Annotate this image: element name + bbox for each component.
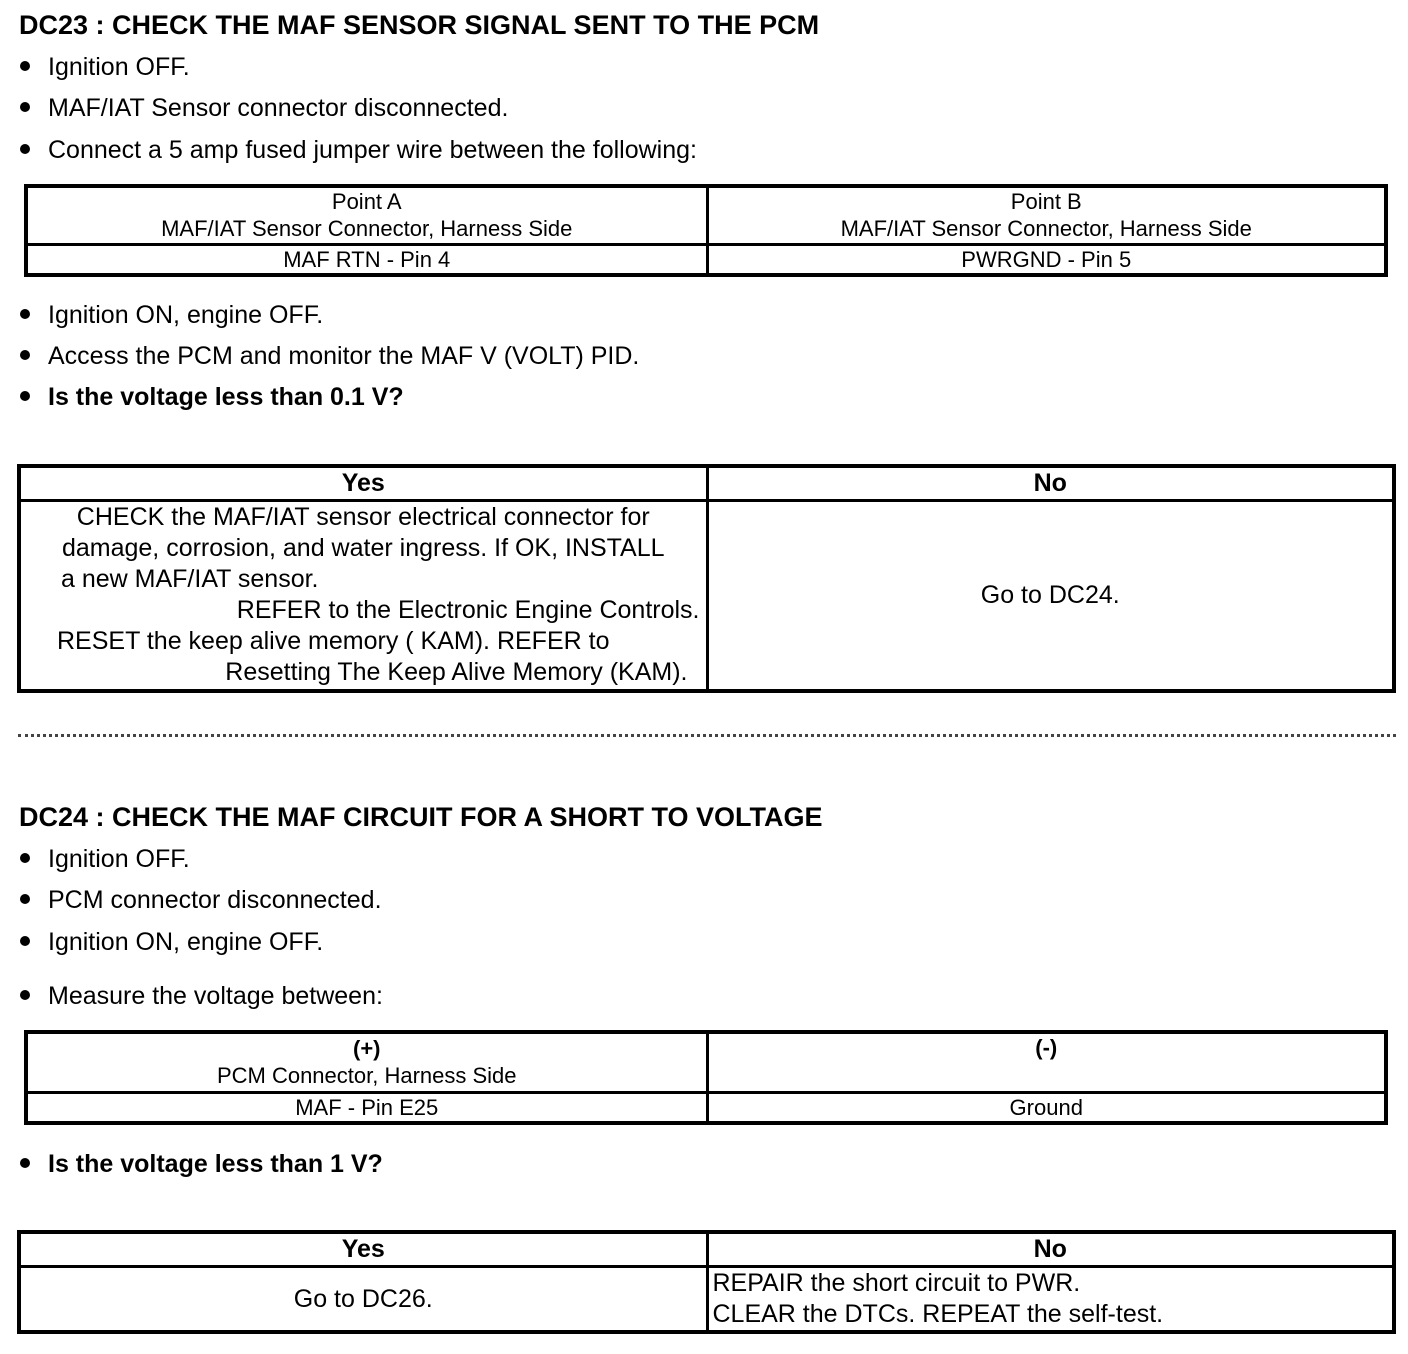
dc24-positive-header: (+) PCM Connector, Harness Side (26, 1032, 707, 1092)
dc23-step-5: Access the PCM and monitor the MAF V (VOLT) PID. (20, 341, 639, 371)
dc24-step-2: PCM connector disconnected. (20, 885, 382, 915)
dc23-question: Is the voltage less than 0.1 V? (20, 382, 404, 412)
dc23-point-b-header: Point B MAF/IAT Sensor Connector, Harness Side (707, 186, 1386, 244)
dc23-point-b-value: PWRGND - Pin 5 (707, 244, 1386, 275)
dc23-title: DC23 : CHECK THE MAF SENSOR SIGNAL SENT TO THE PCM (19, 10, 820, 40)
bullet-icon (20, 990, 30, 1000)
bullet-icon (20, 391, 30, 401)
dc23-yes-header: Yes (19, 466, 707, 501)
dc24-no-header: No (707, 1232, 1394, 1267)
dc24-yes-header: Yes (19, 1232, 707, 1267)
dc24-question: Is the voltage less than 1 V? (20, 1149, 383, 1179)
dc24-positive-value: MAF - Pin E25 (26, 1092, 707, 1123)
dc23-step-3: Connect a 5 amp fused jumper wire between the following: (20, 135, 697, 165)
dc23-no-header: No (707, 466, 1394, 501)
bullet-icon (20, 936, 30, 946)
dc23-no-action: Go to DC24. (707, 501, 1394, 691)
dc24-negative-value: Ground (707, 1092, 1386, 1123)
dc23-step-1: Ignition OFF. (20, 52, 190, 82)
dc24-decision-table (17, 1230, 1396, 1334)
dc23-point-a-value: MAF RTN - Pin 4 (26, 244, 707, 275)
dc24-measure-table (24, 1030, 1388, 1125)
dc24-negative-header: (-) (707, 1032, 1386, 1092)
bullet-icon (20, 61, 30, 71)
dc23-decision-table (17, 464, 1396, 693)
bullet-icon (20, 853, 30, 863)
bullet-icon (20, 894, 30, 904)
bullet-icon (20, 1158, 30, 1168)
dc23-yes-action: CHECK the MAF/IAT sensor electrical connector for damage, corrosion, and water ingress. If OK, INSTALL a new MAF/IAT sensor. REFER to the Electronic Engine Controls. RESET the keep alive memory ( KAM). REFER to Resetting The Keep Alive Memory (KAM). (19, 501, 707, 691)
bullet-icon (20, 102, 30, 112)
dc24-yes-action: Go to DC26. (19, 1267, 707, 1333)
dc23-step-4: Ignition ON, engine OFF. (20, 300, 323, 330)
dc24-no-action: REPAIR the short circuit to PWR. CLEAR the DTCs. REPEAT the self-test. (707, 1267, 1394, 1333)
dc23-point-a-header: Point A MAF/IAT Sensor Connector, Harness Side (26, 186, 707, 244)
bullet-icon (20, 144, 30, 154)
bullet-icon (20, 350, 30, 360)
dc24-title: DC24 : CHECK THE MAF CIRCUIT FOR A SHORT TO VOLTAGE (19, 802, 823, 832)
dc24-step-3: Ignition ON, engine OFF. (20, 927, 323, 957)
dc23-jumper-table (24, 184, 1388, 277)
section-divider (18, 734, 1396, 737)
dc24-step-1: Ignition OFF. (20, 844, 190, 874)
dc24-step-4: Measure the voltage between: (20, 981, 383, 1011)
dc23-step-2: MAF/IAT Sensor connector disconnected. (20, 93, 508, 123)
bullet-icon (20, 309, 30, 319)
